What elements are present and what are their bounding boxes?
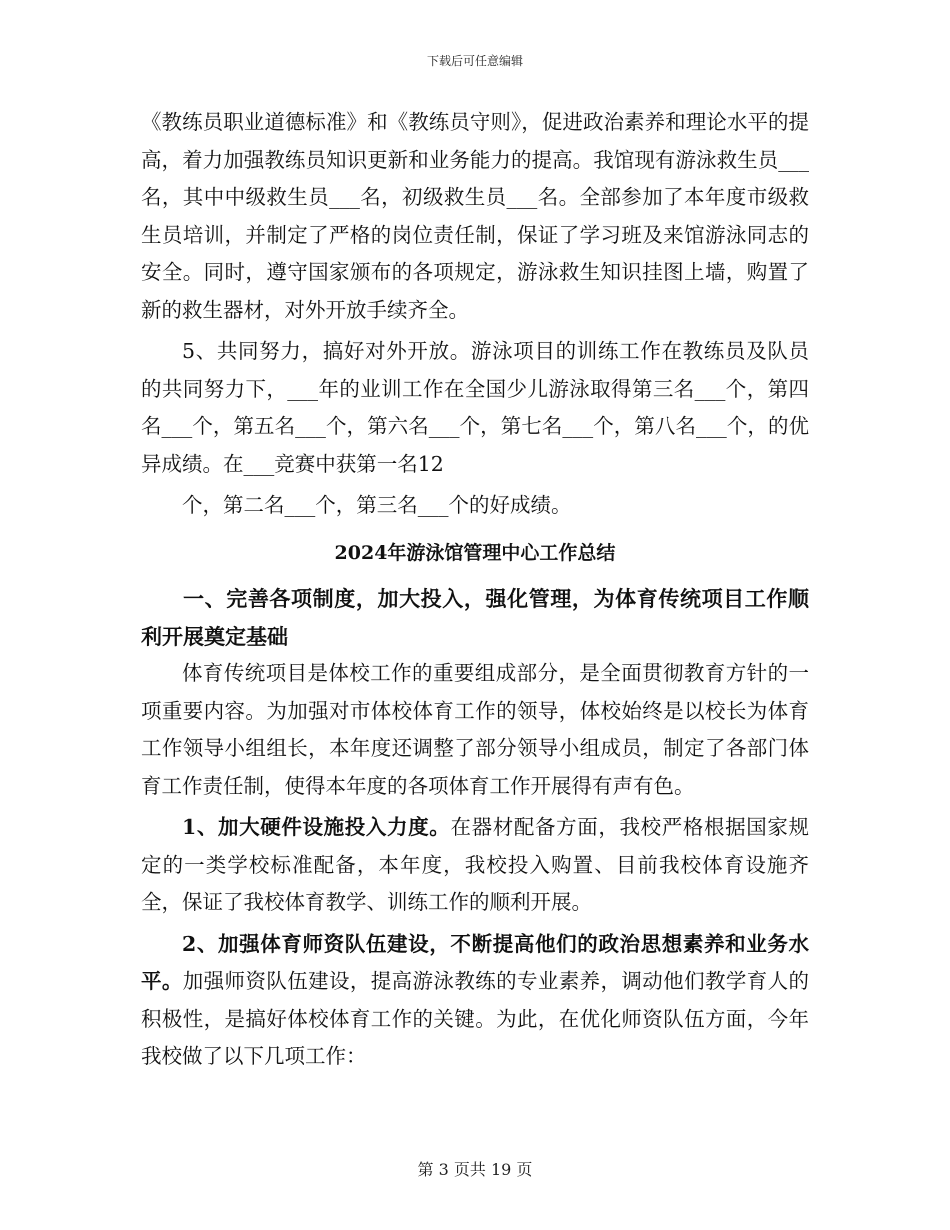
page-footer: 第 3 页共 19 页 xyxy=(417,1160,533,1179)
document-title: 2024年游泳馆管理中心工作总结 xyxy=(334,541,616,564)
subheading: 1、加大硬件设施投入力度。 xyxy=(182,815,451,839)
document-body xyxy=(141,104,809,1076)
paragraph: 体育传统项目是体校工作的重要组成部分，是全面贯彻教育方针的一项重要内容。为加强对市体校体育工作的领导，体校始终是以校长为体育工作领导小组组长，本年度还调整了部分领导小组成员，制定了各部门体育工作责任制，使得本年度的各项体育工作开展得有声有色。 xyxy=(141,661,809,798)
paragraph: 5、共同努力，搞好对外开放。游泳项目的训练工作在教练员及队员的共同努力下，___年的业训工作在全国少儿游泳取得第三名___个，第四名___个，第五名___个，第六名___个，第七名___个，第八名___个，的优异成绩。在___竞赛中获第一名12 xyxy=(141,339,809,476)
paragraph: 个，第二名___个，第三名___个的好成绩。 xyxy=(182,493,572,517)
paragraph: 《教练员职业道德标准》和《教练员守则》，促进政治素养和理论水平的提高，着力加强教练员知识更新和业务能力的提高。我馆现有游泳救生员___名，其中中级救生员___名，初级救生员___名。全部参加了本年度市级救生员培训，并制定了严格的岗位责任制，保证了学习班及来馆游泳同志的安全。同时，遵守国家颁布的各项规定，游泳救生知识挂图上墙，购置了新的救生器材，对外开放手续齐全。 xyxy=(141,110,809,322)
paragraph-text: 加强师资队伍建设，提高游泳教练的专业素养，调动他们教学育人的积极性，是搞好体校体育工作的关键。为此，在优化师资队伍方面，今年我校做了以下几项工作： xyxy=(141,969,810,1068)
page-header: 下载后可任意编辑 xyxy=(426,54,523,68)
paragraph xyxy=(141,809,809,922)
paragraph xyxy=(141,926,809,1076)
paragraph-text: 在器材配备方面，我校严格根据国家规定的一类学校标准配备，本年度，我校投入购置、目前我校体育设施齐全，保证了我校体育教学、训练工作的顺利开展。 xyxy=(141,815,809,914)
section-heading: 一、完善各项制度，加大投入，强化管理，为体育传统项目工作顺利开展奠定基础 xyxy=(141,586,809,649)
subheading: 2、加强体育师资队伍建设，不断提高他们的政治思想素养和业务水平。 xyxy=(141,931,809,993)
